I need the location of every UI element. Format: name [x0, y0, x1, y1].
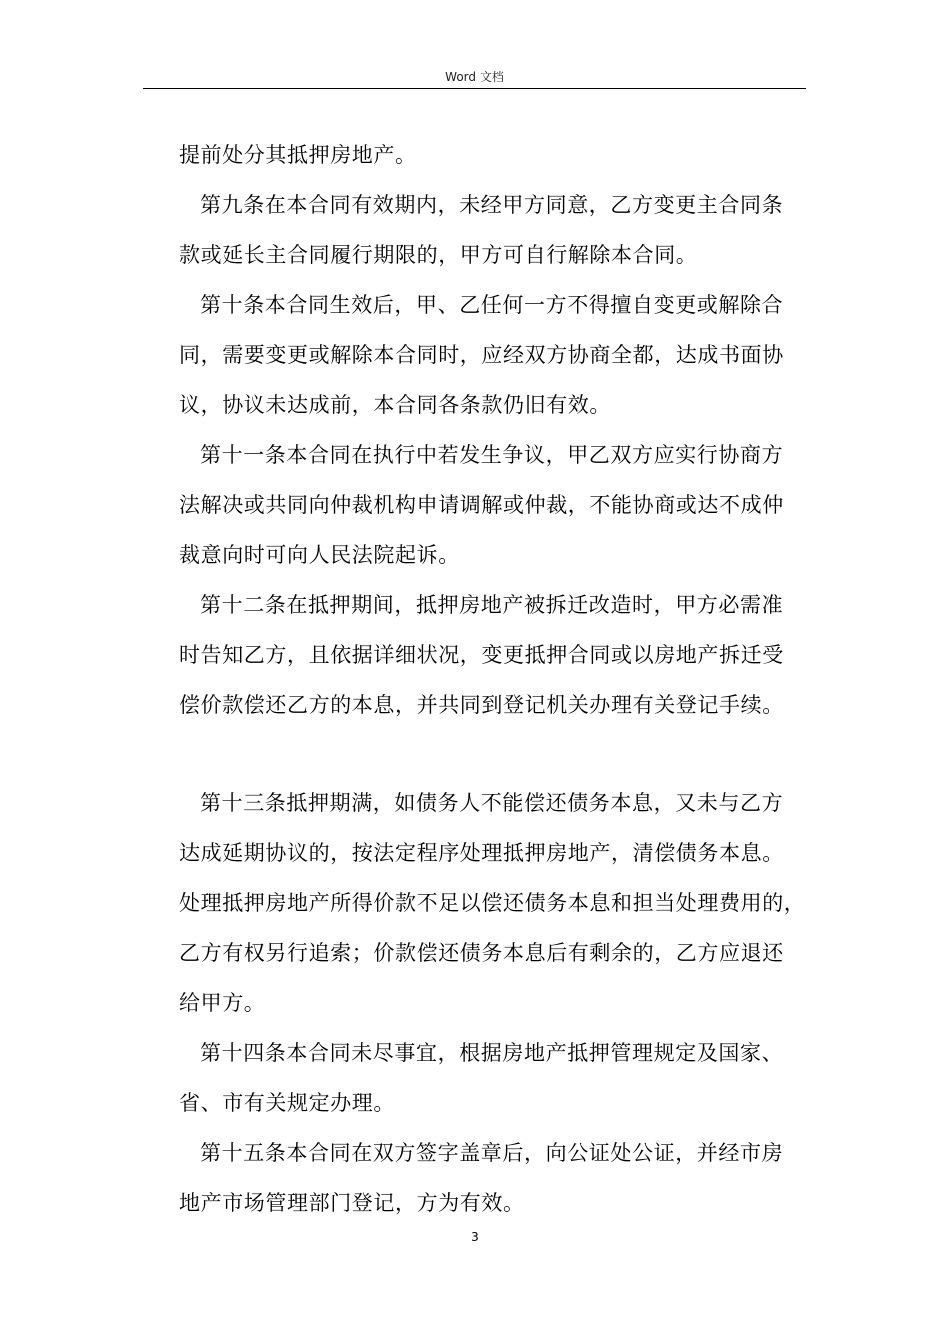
paragraph-gap [179, 730, 809, 778]
paragraph [179, 580, 809, 730]
paragraph-line: 偿价款偿还乙方的本息，并共同到登记机关办理有关登记手续。 [179, 693, 784, 717]
paragraph-line: 给甲方。 [179, 991, 266, 1015]
paragraph-line: 地产市场管理部门登记，方为有效。 [179, 1191, 525, 1215]
paragraph-line: 第十四条本合同未尽事宜，根据房地产抵押管理规定及国家、 [200, 1041, 784, 1065]
paragraph [179, 180, 809, 280]
page-header: Word 文档 [445, 70, 504, 84]
paragraph-line: 第十条本合同生效后，甲、乙任何一方不得擅自变更或解除合 [200, 293, 784, 317]
paragraph-line: 法解决或共同向仲裁机构申请调解或仲裁，不能协商或达不成仲 [179, 493, 784, 517]
page-number: 3 [471, 1230, 479, 1244]
paragraph-line: 乙方有权另行追索；价款偿还债务本息后有剩余的，乙方应退还 [179, 941, 784, 965]
paragraph-line: 第十三条抵押期满，如债务人不能偿还债务本息，又未与乙方 [200, 791, 784, 815]
paragraph-line: 第九条在本合同有效期内，未经甲方同意，乙方变更主合同条 [200, 193, 784, 217]
paragraph-line: 提前处分其抵押房地产。 [179, 143, 417, 167]
paragraph-line: 处理抵押房地产所得价款不足以偿还债务本息和担当处理费用的， [179, 891, 806, 915]
paragraph-line: 第十二条在抵押期间，抵押房地产被拆迁改造时，甲方必需准 [200, 593, 784, 617]
paragraph [179, 1128, 809, 1228]
paragraph-line: 第十一条本合同在执行中若发生争议，甲乙双方应实行协商方 [200, 443, 784, 467]
document-body [179, 130, 809, 1228]
paragraph-line: 达成延期协议的，按法定程序处理抵押房地产，清偿债务本息。 [179, 841, 784, 865]
paragraph-line: 省、市有关规定办理。 [179, 1091, 395, 1115]
paragraph [179, 130, 809, 180]
header-rule [143, 88, 806, 89]
paragraph [179, 778, 809, 1028]
paragraph-line: 第十五条本合同在双方签字盖章后，向公证处公证，并经市房 [200, 1141, 784, 1165]
paragraph [179, 430, 809, 580]
paragraph-line: 同，需要变更或解除本合同时，应经双方协商全都，达成书面协 [179, 343, 784, 367]
paragraph-line: 款或延长主合同履行期限的，甲方可自行解除本合同。 [179, 243, 698, 267]
paragraph [179, 1028, 809, 1128]
paragraph-line: 时告知乙方，且依据详细状况，变更抵押合同或以房地产拆迁受 [179, 643, 784, 667]
paragraph [179, 280, 809, 430]
paragraph-line: 议，协议未达成前，本合同各条款仍旧有效。 [179, 393, 611, 417]
paragraph-line: 裁意向时可向人民法院起诉。 [179, 543, 460, 567]
